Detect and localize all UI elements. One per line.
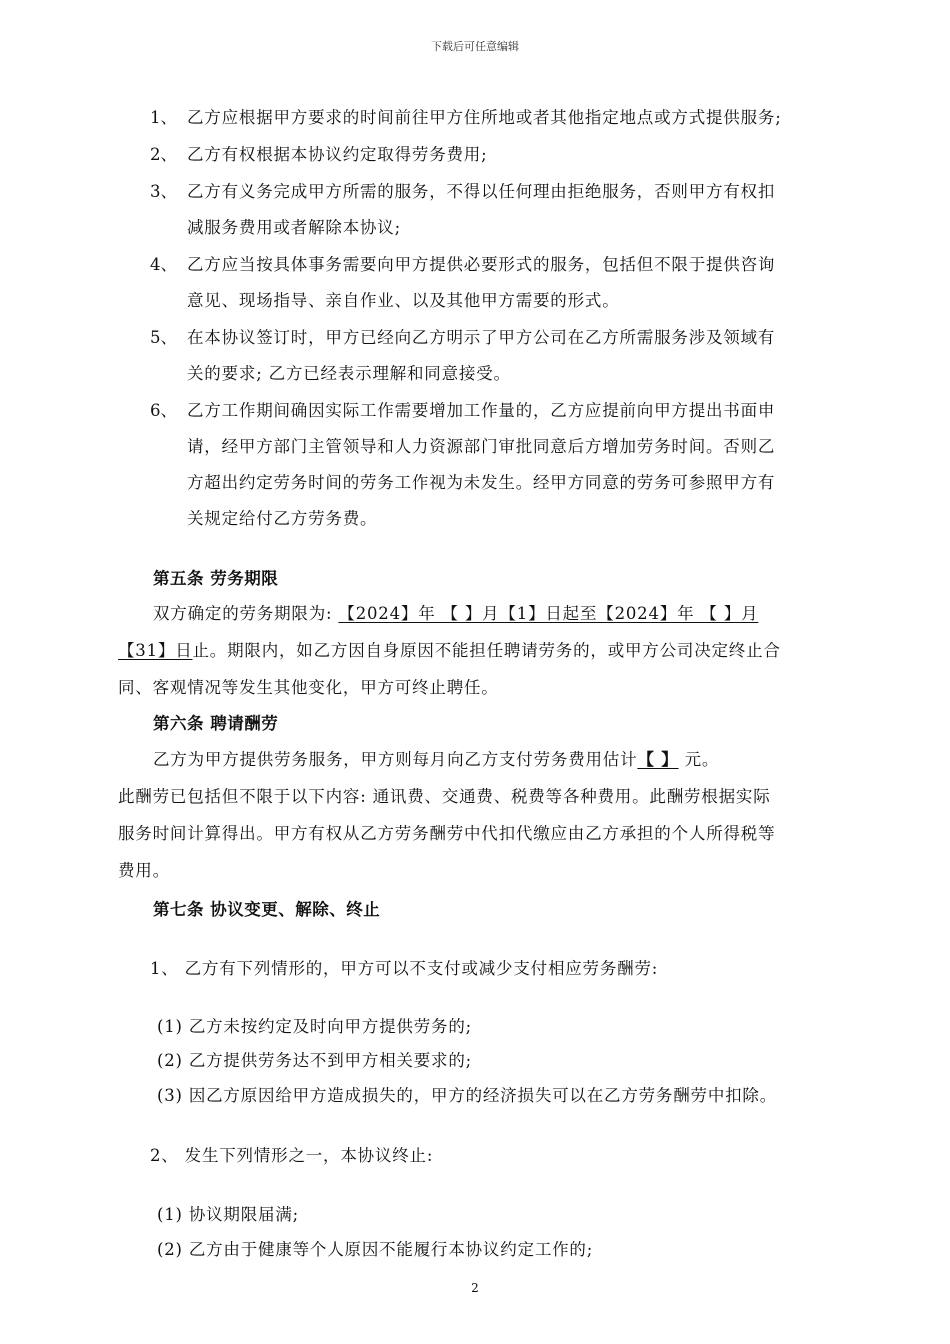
term-dates: 【2024】年 【 】月【1】日起至【2024】年 【 】月	[338, 604, 759, 623]
list-item-text: 方超出约定劳务时间的劳务工作视为未发生。经甲方同意的劳务可参照甲方有	[187, 473, 776, 492]
list-item-number: 6、	[150, 401, 177, 420]
fee-text: 乙方为甲方提供劳务服务，甲方则每月向乙方支付劳务费用估计	[153, 750, 638, 769]
list-item-number: 5、	[150, 328, 177, 347]
list-item-text: 在本协议签订时，甲方已经向乙方明示了甲方公司在乙方所需服务涉及领域有	[187, 328, 776, 347]
article-5-line-1	[153, 603, 758, 625]
term-intro-text: 双方确定的劳务期限为:	[153, 604, 339, 623]
list-item-text: 乙方有义务完成甲方所需的服务，不得以任何理由拒绝服务，否则甲方有权扣	[187, 182, 776, 201]
list-item-number: 1、	[150, 108, 177, 127]
article-7-item-2: 2、 发生下列情形之一，本协议终止:	[150, 1146, 434, 1165]
article-7-item-1: 1、 乙方有下列情形的，甲方可以不支付或减少支付相应劳务酬劳:	[150, 959, 659, 978]
list-item-text: 关的要求; 乙方已经表示理解和同意接受。	[187, 364, 511, 383]
term-text: 止。期限内，如乙方因自身原因不能担任聘请劳务的，或甲方公司决定终止合	[192, 641, 781, 660]
list-item-text: 减服务费用或者解除本协议;	[187, 218, 401, 237]
list-item-text: 意见、现场指导、亲自作业、以及其他甲方需要的形式。	[187, 291, 620, 310]
article-6-heading: 第六条 聘请酬劳	[153, 714, 279, 733]
list-item-text: 乙方有权根据本协议约定取得劳务费用;	[187, 145, 488, 164]
article-6-line-1	[153, 749, 719, 771]
page-header: 下载后可任意编辑	[431, 40, 519, 53]
term-end-day: 【31】日	[118, 641, 193, 660]
list-item-number: 2、	[150, 145, 177, 164]
article-7-subitem: (1) 协议期限届满;	[157, 1205, 299, 1224]
article-7-subitem: (1) 乙方未按约定及时向甲方提供劳务的;	[157, 1017, 472, 1036]
list-item-text: 乙方应根据甲方要求的时间前往甲方住所地或者其他指定地点或方式提供服务;	[187, 108, 782, 127]
list-item-number: 4、	[150, 255, 177, 274]
article-7-subitem: (3) 因乙方原因给甲方造成损失的，甲方的经济损失可以在乙方劳务酬劳中扣除。	[157, 1086, 778, 1105]
article-6-line-4: 费用。	[118, 861, 170, 880]
list-item-text: 请，经甲方部门主管领导和人力资源部门审批同意后方增加劳务时间。否则乙	[187, 437, 776, 456]
list-item-text: 关规定给付乙方劳务费。	[187, 509, 378, 528]
page-number: 2	[471, 1281, 479, 1295]
article-7-subitem: (2) 乙方由于健康等个人原因不能履行本协议约定工作的;	[157, 1240, 594, 1259]
article-7-heading: 第七条 协议变更、解除、终止	[153, 900, 381, 919]
article-5-line-3: 同、客观情况等发生其他变化，甲方可终止聘任。	[118, 678, 499, 697]
article-6-line-3: 服务时间计算得出。甲方有权从乙方劳务酬劳中代扣代缴应由乙方承担的个人所得税等	[118, 824, 776, 843]
fee-unit: 元。	[678, 750, 720, 769]
article-5-line-2	[118, 640, 781, 662]
list-item-text: 乙方工作期间确因实际工作需要增加工作量的，乙方应提前向甲方提出书面申	[187, 401, 776, 420]
fee-amount-blank: 【 】	[637, 750, 679, 769]
article-5-heading: 第五条 劳务期限	[153, 569, 279, 588]
article-6-line-2: 此酬劳已包括但不限于以下内容: 通讯费、交通费、税费等各种费用。此酬劳根据实际	[118, 787, 771, 806]
list-item-text: 乙方应当按具体事务需要向甲方提供必要形式的服务，包括但不限于提供咨询	[187, 255, 776, 274]
list-item-number: 3、	[150, 182, 177, 201]
article-7-subitem: (2) 乙方提供劳务达不到甲方相关要求的;	[157, 1051, 472, 1070]
